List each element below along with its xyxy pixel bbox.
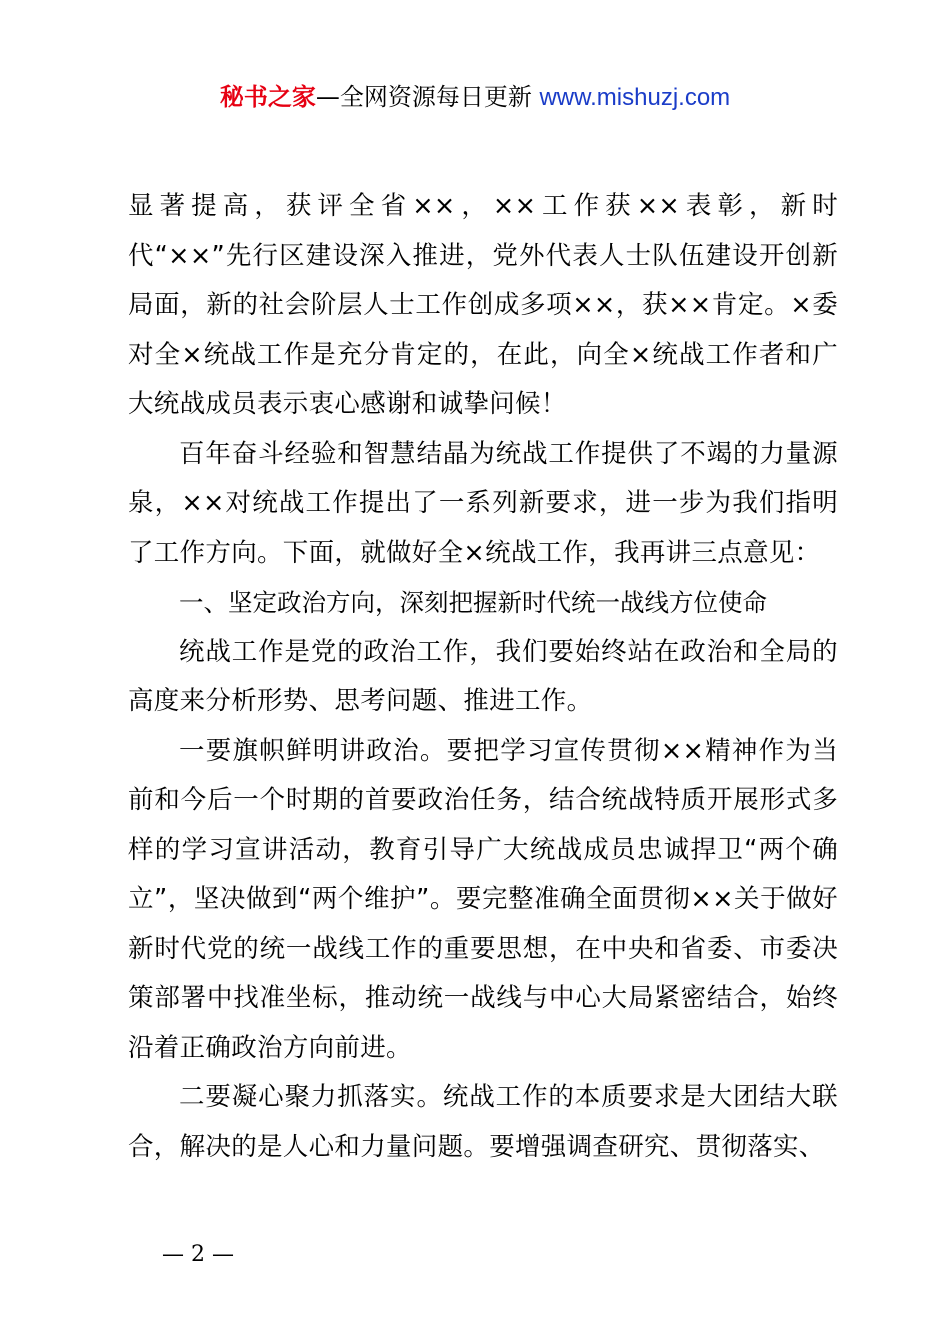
paragraph: 二要凝心聚力抓落实。统战工作的本质要求是大团结大联合，解决的是人心和力量问题。要增强调查研究、贯彻落实、	[128, 1082, 838, 1162]
header-tagline: —全网资源每日更新	[315, 83, 540, 111]
document-body	[128, 182, 838, 1172]
brand-name: 秘书之家	[219, 83, 316, 111]
paragraph-continuation: 显著提高，获评全省××，××工作获××表彰，新时代“××”先行区建设深入推进，党外代表人士队伍建设开创新局面，新的社会阶层人士工作创成多项××，获××肯定。×委对全×统战工作是充分肯定的，在此，向全×统战工作者和广大统战成员表示衷心感谢和诚挚问候！	[128, 191, 838, 419]
paragraph: 一要旗帜鲜明讲政治。要把学习宣传贯彻××精神作为当前和今后一个时期的首要政治任务，结合统战特质开展形式多样的学习宣讲活动，教育引导广大统战成员忠诚捍卫“两个确立”，坚决做到“两个维护”。要完整准确全面贯彻××关于做好新时代党的统一战线工作的重要思想，在中央和省委、市委决策部署中找准坐标，推动统一战线与中心大局紧密结合，始终沿着正确政治方向前进。	[128, 735, 838, 1063]
header-url[interactable]: www.mishuzj.com	[539, 84, 731, 111]
paragraph: 百年奋斗经验和智慧结晶为统战工作提供了不竭的力量源泉，××对统战工作提出了一系列新要求，进一步为我们指明了工作方向。下面，就做好全×统战工作，我再讲三点意见：	[128, 438, 838, 568]
paragraph: 统战工作是党的政治工作，我们要始终站在政治和全局的高度来分析形势、思考问题、推进工作。	[128, 636, 838, 716]
page-header	[0, 80, 950, 115]
section-heading: 一、坚定政治方向，深刻把握新时代统一战线方位使命	[179, 588, 767, 617]
page-number: — 2 —	[162, 1242, 234, 1267]
